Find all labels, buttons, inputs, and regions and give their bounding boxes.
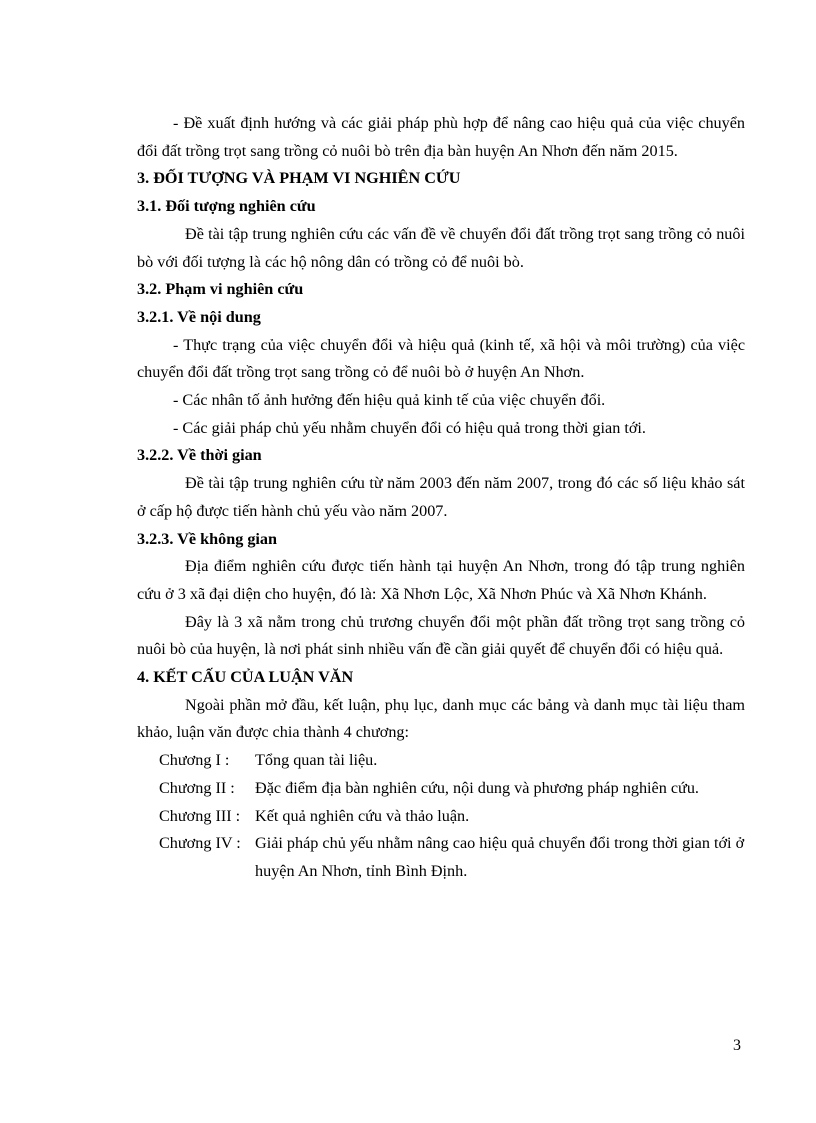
heading-section-3: 3. ĐỐI TƯỢNG VÀ PHẠM VI NGHIÊN CỨU [137,169,461,188]
page-number: 3 [733,1037,741,1054]
paragraph-3-2-1-c: - Các giải pháp chủ yếu nhằm chuyển đổi có hiệu quả trong thời gian tới. [173,418,646,437]
heading-3-2-2: 3.2.2. Về thời gian [137,446,262,465]
chapter-label: Chương IV : [159,834,241,853]
paragraph-3-2-3-a: Địa điểm nghiên cứu được tiến hành tại huyện An Nhơn, trong đó tập trung nghiên cứu ở 3 xã đại diện cho huyện, đó là: Xã Nhơn Lộc, Xã Nhơn Phúc và Xã Nhơn Khánh. [137,557,745,603]
chapter-label: Chương II : [159,778,235,797]
chapter-text: Đặc điểm địa bàn nghiên cứu, nội dung và phương pháp nghiên cứu. [255,778,699,797]
paragraph-3-2-3-b: Đây là 3 xã nằm trong chủ trương chuyển đổi một phần đất trồng trọt sang trồng cỏ nuôi bò của huyện, là nơi phát sinh nhiều vấn đề cần giải quyết để chuyển đổi có hiệu quả. [137,612,745,659]
heading-3-2-3: 3.2.3. Về không gian [137,529,278,548]
paragraph-3-2-2: Đề tài tập trung nghiên cứu từ năm 2003 đến năm 2007, trong đó các số liệu khảo sát ở cấp hộ được tiến hành chủ yếu vào năm 2007. [137,474,745,520]
paragraph-4: Ngoài phần mở đầu, kết luận, phụ lục, danh mục các bảng và danh mục tài liệu tham khảo, luận văn được chia thành 4 chương: [137,695,745,742]
chapter-4 [137,830,745,885]
chapter-3 [137,803,745,831]
chapter-label: Chương I : [159,751,230,770]
paragraph-3-2-1-a: - Thực trạng của việc chuyển đổi và hiệu quả (kinh tế, xã hội và môi trường) của việc chuyển đổi đất trồng trọt sang trồng cỏ để nuôi bò ở huyện An Nhơn. [137,335,745,382]
heading-section-4: 4. KẾT CẤU CỦA LUẬN VĂN [137,668,354,687]
paragraph-3-2-1-b: - Các nhân tố ảnh hưởng đến hiệu quả kinh tế của việc chuyển đổi. [173,391,606,410]
chapter-text: Tổng quan tài liệu. [255,751,378,770]
chapter-text: Giải pháp chủ yếu nhằm nâng cao hiệu quả chuyển đổi trong thời gian tới ở huyện An Nhơn, tỉnh Bình Định. [255,834,745,880]
heading-3-2-1: 3.2.1. Về nội dung [137,307,261,326]
chapter-text: Kết quả nghiên cứu và thảo luận. [255,806,470,825]
heading-3-1: 3.1. Đối tượng nghiên cứu [137,197,316,216]
chapter-1 [137,747,745,775]
paragraph-3-1: Đề tài tập trung nghiên cứu các vấn đề về chuyển đổi đất trồng trọt sang trồng cỏ nuôi bò với đối tượng là các hộ nông dân có trồng cỏ để nuôi bò. [137,224,745,271]
heading-3-2: 3.2. Phạm vi nghiên cứu [137,280,304,299]
paragraph-objective: - Đề xuất định hướng và các giải pháp phù hợp để nâng cao hiệu quả của việc chuyển đổi đất trồng trọt sang trồng cỏ nuôi bò trên địa bàn huyện An Nhơn đến năm 2015. [137,114,745,160]
chapter-2 [137,775,745,803]
body-text [137,110,745,886]
chapter-label: Chương III : [159,806,241,825]
